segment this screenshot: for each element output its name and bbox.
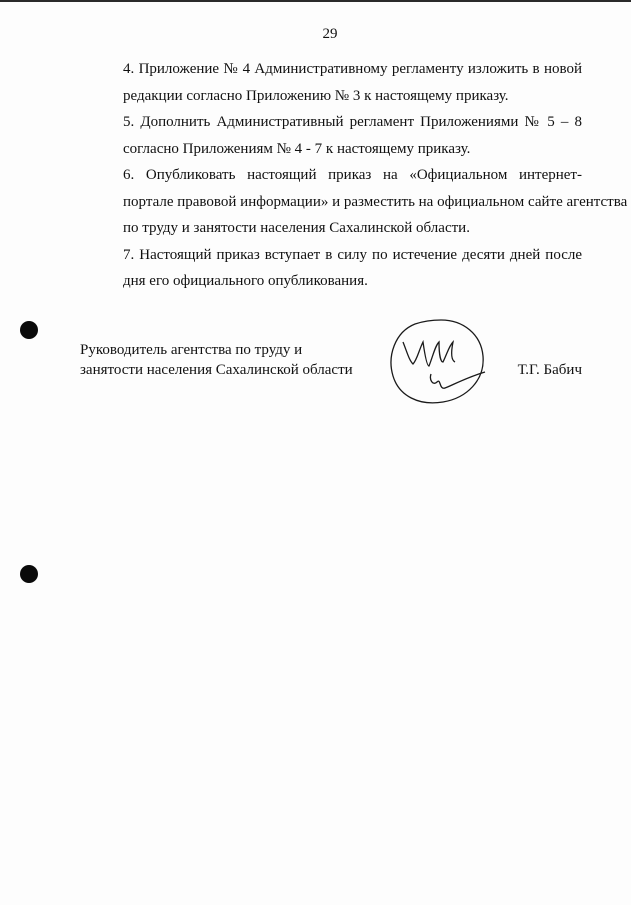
text-line: 4. Приложение № 4 Административному регламенту изложить в новой <box>123 61 582 77</box>
text-line: по труду и занятости населения Сахалинской области. <box>123 220 470 236</box>
top-border-line <box>0 0 631 2</box>
handwritten-signature <box>385 316 495 408</box>
punch-hole-mark <box>20 565 38 583</box>
text-line: 7. Настоящий приказ вступает в силу по истечение десяти дней после <box>123 246 582 263</box>
paragraph-4 <box>80 56 582 109</box>
text-line: портале правовой информации» и разместить на официальном сайте агентства <box>123 193 628 210</box>
signature-block <box>80 340 582 430</box>
paragraph-6 <box>80 162 628 242</box>
text-line: согласно Приложениям № 4 - 7 к настоящему приказу. <box>123 140 471 157</box>
signatory-position-line: Руководитель агентства по труду и <box>80 342 303 358</box>
signatory-name: Т.Г. Бабич <box>517 362 582 378</box>
paragraph-7 <box>80 242 582 295</box>
text-line: дня его официального опубликования. <box>123 273 368 289</box>
signatory-position <box>80 340 353 380</box>
punch-hole-mark <box>20 321 38 339</box>
page-number: 29 <box>322 26 338 42</box>
signatory-position-line: занятости населения Сахалинской области <box>80 362 353 378</box>
paragraph-5 <box>80 109 582 162</box>
text-line: 6. Опубликовать настоящий приказ на «Официальном интернет- <box>123 167 582 183</box>
text-line: редакции согласно Приложению № 3 к настоящему приказу. <box>123 87 509 104</box>
order-body <box>80 56 628 295</box>
text-line: 5. Дополнить Административный регламент Приложениями № 5 – 8 <box>123 114 582 130</box>
